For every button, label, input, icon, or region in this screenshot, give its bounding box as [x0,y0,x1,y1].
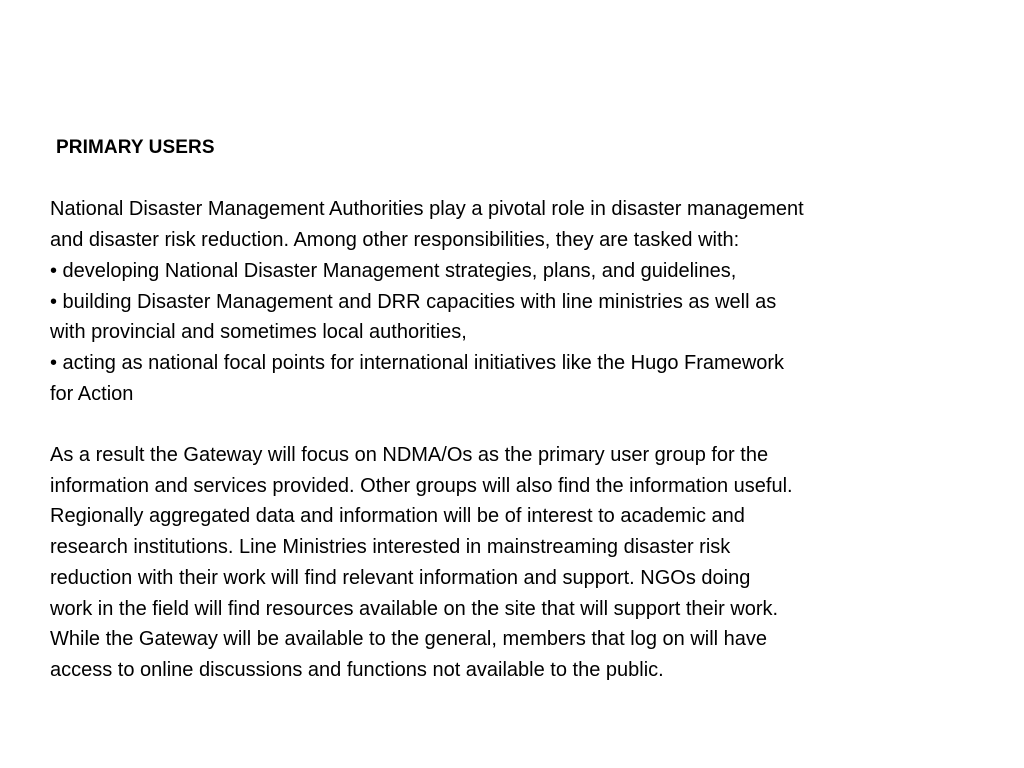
text-line: While the Gateway will be available to the general, members that log on will have [50,628,768,651]
spacer [50,164,970,195]
text-line: and disaster risk reduction. Among other responsibilities, they are tasked with: [50,229,740,252]
slide-content [50,133,970,686]
text-line: access to online discussions and functions not available to the public. [50,658,664,681]
paragraph-gateway-focus [50,440,970,686]
slide-heading: PRIMARY USERS [56,137,215,158]
text-line: information and services provided. Other groups will also find the information useful. [50,474,793,497]
text-line: Regionally aggregated data and information will be of interest to academic and [50,505,745,528]
text-line: research institutions. Line Ministries interested in mainstreaming disaster risk [50,536,731,559]
bullet-line: • building Disaster Management and DRR capacities with line ministries as well as [50,290,777,313]
text-line: with provincial and sometimes local authorities, [50,321,467,344]
bullet-line: • developing National Disaster Management strategies, plans, and guidelines, [50,259,737,282]
paragraph-ndma-role [50,194,970,409]
text-line: National Disaster Management Authorities play a pivotal role in disaster management [50,198,804,221]
text-line: work in the field will find resources available on the site that will support their work. [50,597,779,620]
text-line: As a result the Gateway will focus on NDMA/Os as the primary user group for the [50,444,769,466]
text-line: for Action [50,382,134,405]
text-line: reduction with their work will find relevant information and support. NGOs doing [50,566,751,589]
spacer [50,409,970,440]
bullet-line: • acting as national focal points for international initiatives like the Hugo Framework [50,351,785,374]
